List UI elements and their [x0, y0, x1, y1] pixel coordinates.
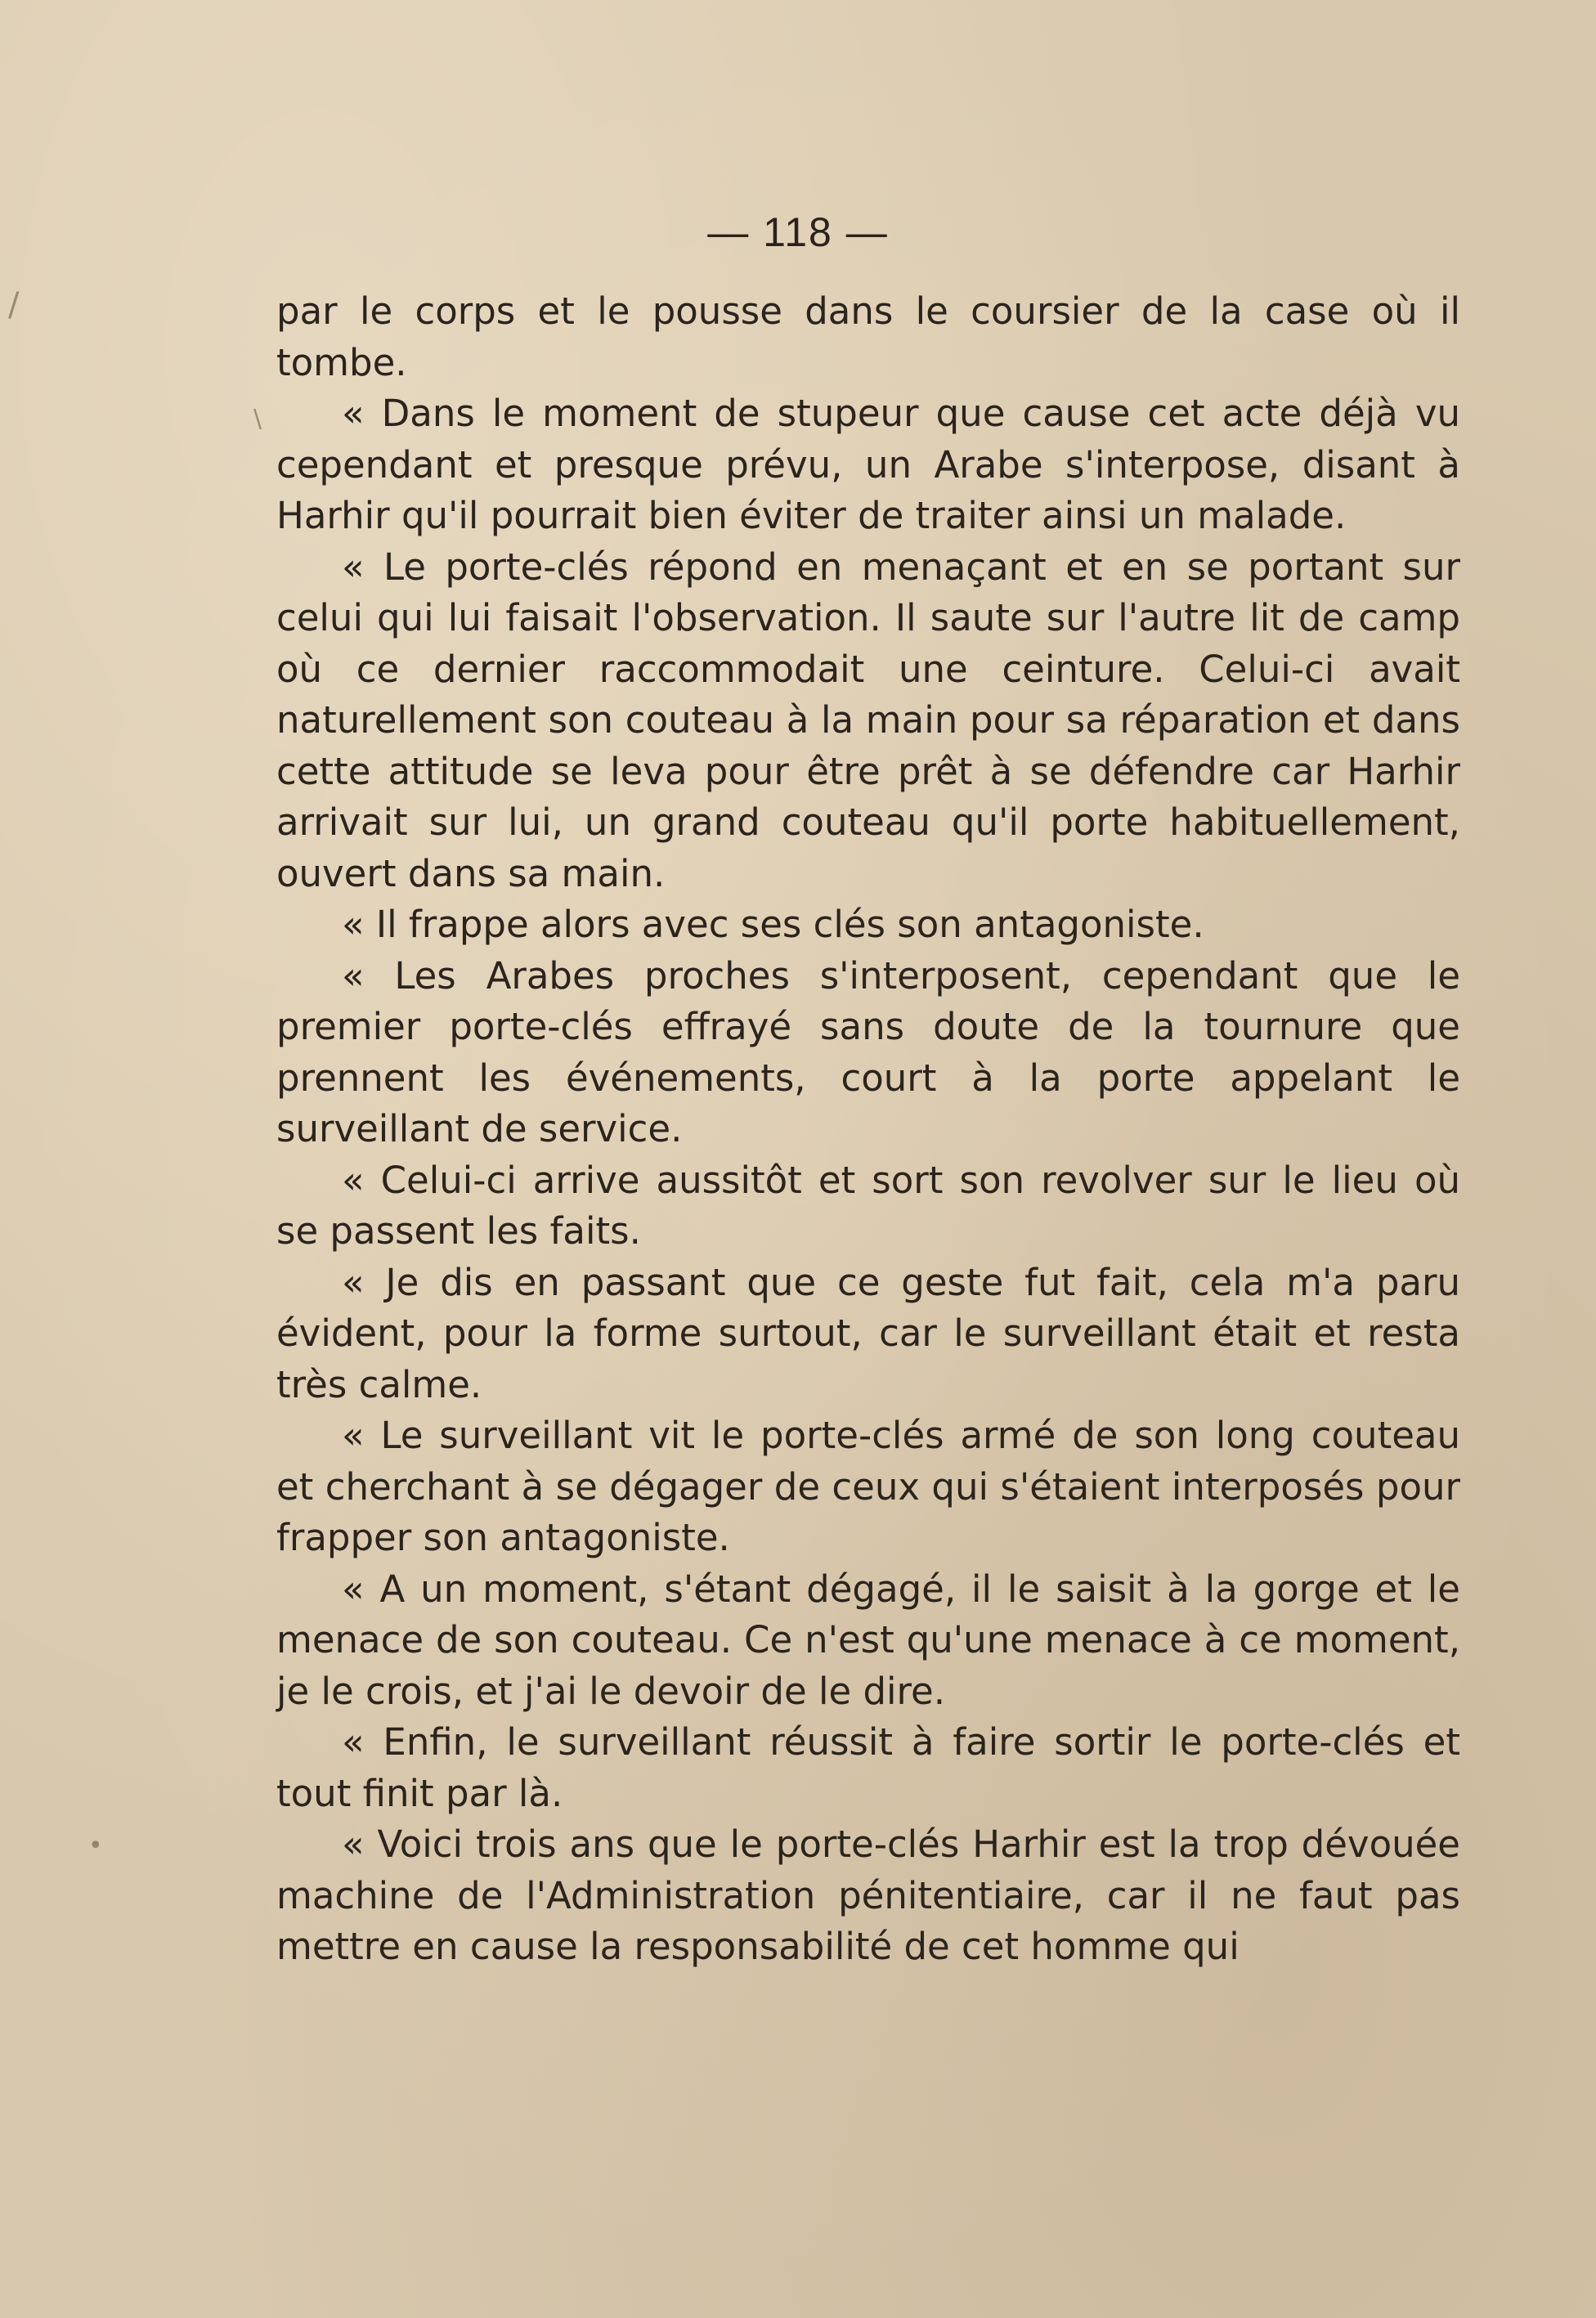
paragraph: « Il frappe alors avec ses clés son antagoniste. — [342, 903, 1204, 946]
body-text — [276, 286, 1460, 1973]
margin-mark: \ — [253, 405, 262, 433]
margin-mark: • — [88, 1832, 103, 1860]
margin-mark: / — [8, 286, 20, 324]
paragraph: « Le surveillant vit le porte-clés armé de son long couteau et cherchant à se dégager de ceux qui s'étaient interposés pour frapper son antagoniste. — [276, 1414, 1460, 1559]
paragraph: « Dans le moment de stupeur que cause cet acte déjà vu cependant et presque prévu, un Arabe s'interpose, disant à Harhir qu'il pourrait bien éviter de traiter ainsi un malade. — [276, 392, 1460, 537]
page-number: — 118 — — [707, 209, 889, 255]
paragraph: « Voici trois ans que le porte-clés Harhir est la trop dévouée machine de l'Administration pénitentiaire, car il ne faut pas mettre en cause la responsabilité de cet homme qui — [276, 1823, 1460, 1968]
paragraph: « Je dis en passant que ce geste fut fait, cela m'a paru évident, pour la forme surtout, car le surveillant était et resta très calme. — [276, 1260, 1460, 1406]
paragraph: « Enfin, le surveillant réussit à faire sortir le porte-clés et tout finit par là. — [276, 1720, 1460, 1815]
paragraph: par le corps et le pousse dans le coursier de la case où il tombe. — [276, 289, 1460, 384]
paragraph: « Les Arabes proches s'interposent, cependant que le premier porte-clés effrayé sans doute de la tournure que prennent les événements, court à la porte appelant le surveillant de service. — [276, 953, 1460, 1150]
paragraph: « A un moment, s'étant dégagé, il le saisit à la gorge et le menace de son couteau. Ce n'est qu'une menace à ce moment, je le crois, et j'ai le devoir de le dire. — [276, 1567, 1460, 1713]
paragraph: « Celui-ci arrive aussitôt et sort son revolver sur le lieu où se passent les faits. — [276, 1158, 1460, 1253]
paragraph: « Le porte-clés répond en menaçant et en se portant sur celui qui lui faisait l'observation. Il saute sur l'autre lit de camp où ce dernier raccommodait une ceinture. Celui-ci avait naturellement son couteau à la main pour sa réparation et dans cette attitude se leva pour être prêt à se défendre car Harhir arrivait sur lui, un grand couteau qu'il porte habituellement, ouvert dans sa main. — [276, 545, 1460, 895]
